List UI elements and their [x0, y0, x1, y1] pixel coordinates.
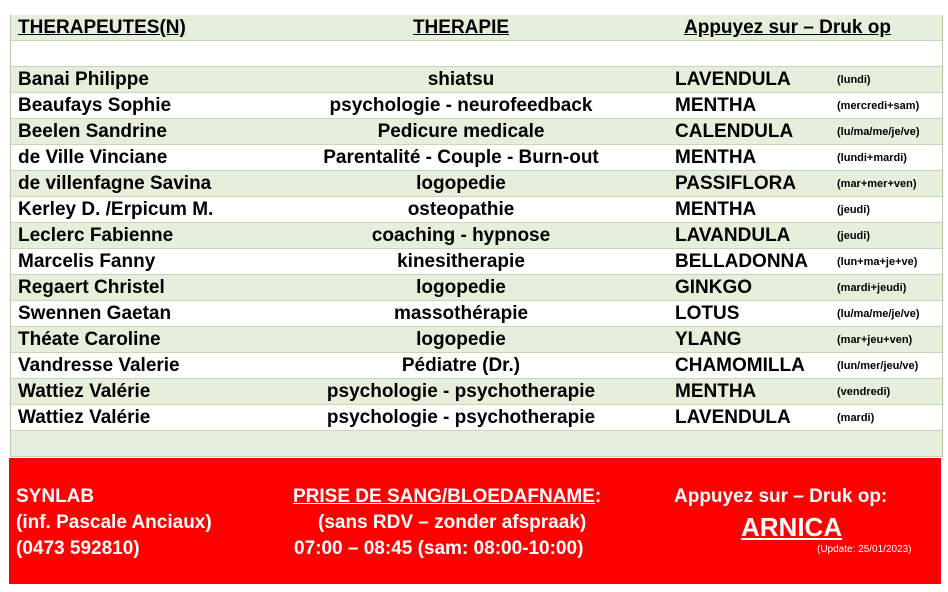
press-label: Appuyez sur – Druk op:	[674, 486, 888, 507]
table-row	[11, 223, 942, 249]
therapist-name: de Ville Vinciane	[18, 147, 168, 168]
therapy-name: Parentalité - Couple - Burn-out	[323, 147, 599, 168]
lab-name: SYNLAB	[16, 486, 95, 507]
lab-banner	[9, 458, 941, 584]
spacer-row	[11, 431, 942, 457]
days-note: (lun/mer/jeu/ve)	[837, 360, 919, 372]
days-note: (vendredi)	[837, 386, 891, 398]
table-row	[11, 301, 942, 327]
table-row	[11, 249, 942, 275]
table-row	[11, 119, 942, 145]
days-note: (mercredi+sam)	[837, 100, 920, 112]
days-note: (mar+jeu+ven)	[837, 334, 913, 346]
days-note: (jeudi)	[837, 204, 870, 216]
lab-contact: (inf. Pascale Anciaux)	[16, 512, 212, 533]
blood-title	[293, 484, 601, 510]
days-note: (lundi)	[837, 74, 871, 86]
table-body	[11, 67, 942, 431]
therapist-name: Wattiez Valérie	[18, 381, 151, 402]
therapist-table	[10, 15, 943, 457]
therapist-name: Vandresse Valerie	[18, 355, 180, 376]
room-name: YLANG	[675, 329, 742, 350]
therapy-name: kinesitherapie	[397, 251, 525, 272]
press-room: ARNICA	[741, 512, 843, 542]
room-name: PASSIFLORA	[675, 173, 797, 194]
table-row	[11, 171, 942, 197]
table-row	[11, 327, 942, 353]
room-name: MENTHA	[675, 147, 757, 168]
therapy-name: psychologie - psychotherapie	[326, 381, 596, 402]
room-name: LAVANDULA	[675, 225, 791, 246]
therapy-name: logopedie	[416, 277, 506, 298]
therapist-name: Regaert Christel	[18, 277, 165, 298]
therapy-name: shiatsu	[427, 69, 495, 90]
spacer-row	[11, 41, 942, 67]
days-note: (mardi)	[837, 412, 875, 424]
room-name: MENTHA	[675, 95, 757, 116]
table-row	[11, 93, 942, 119]
table-header	[11, 15, 942, 41]
therapy-name: psychologie - neurofeedback	[329, 95, 593, 116]
therapist-name: de villenfagne Savina	[18, 173, 212, 194]
therapy-name: Pedicure medicale	[377, 121, 545, 142]
header-therapist: THERAPEUTES(N)	[18, 17, 186, 38]
table-row	[11, 145, 942, 171]
days-note: (lu/ma/me/je/ve)	[837, 126, 920, 138]
table-row	[11, 275, 942, 301]
blood-title-colon: :	[594, 486, 602, 507]
room-name: LAVENDULA	[675, 407, 791, 428]
lab-phone: (0473 592810)	[16, 538, 140, 559]
therapy-name: osteopathie	[407, 199, 515, 220]
therapist-name: Marcelis Fanny	[18, 251, 156, 272]
table-row	[11, 67, 942, 93]
table-row	[11, 353, 942, 379]
blood-title-text: PRISE DE SANG/BLOEDAFNAME	[293, 486, 595, 507]
days-note: (lu/ma/me/je/ve)	[837, 308, 920, 320]
days-note: (mardi+jeudi)	[837, 282, 907, 294]
days-note: (lun+ma+je+ve)	[837, 256, 918, 268]
therapy-name: psychologie - psychotherapie	[326, 407, 596, 428]
days-note: (jeudi)	[837, 230, 870, 242]
header-press: Appuyez sur – Druk op	[684, 17, 891, 38]
therapist-name: Beelen Sandrine	[18, 121, 167, 142]
table-row	[11, 405, 942, 431]
therapist-name: Swennen Gaetan	[18, 303, 172, 324]
header-therapy: THERAPIE	[412, 17, 510, 38]
therapy-name: massothérapie	[393, 303, 529, 324]
therapist-name: Beaufays Sophie	[18, 95, 172, 116]
blood-hours: 07:00 – 08:45 (sam: 08:00-10:00)	[294, 538, 584, 559]
room-name: MENTHA	[675, 381, 757, 402]
table-row	[11, 379, 942, 405]
therapy-name: Pédiatre (Dr.)	[401, 355, 521, 376]
therapist-name: Leclerc Fabienne	[18, 225, 174, 246]
table-row	[11, 197, 942, 223]
room-name: CHAMOMILLA	[675, 355, 805, 376]
days-note: (mar+mer+ven)	[837, 178, 917, 190]
room-name: LOTUS	[675, 303, 740, 324]
therapist-name: Théate Caroline	[18, 329, 161, 350]
therapy-name: logopedie	[416, 173, 506, 194]
room-name: GINKGO	[675, 277, 753, 298]
therapy-name: coaching - hypnose	[371, 225, 551, 246]
update-date: (Update: 25/01/2023)	[817, 544, 912, 555]
room-name: CALENDULA	[675, 121, 794, 142]
therapist-name: Wattiez Valérie	[18, 407, 151, 428]
room-name: MENTHA	[675, 199, 757, 220]
therapy-name: logopedie	[416, 329, 506, 350]
room-name: LAVENDULA	[675, 69, 791, 90]
blood-note: (sans RDV – zonder afspraak)	[318, 512, 587, 533]
days-note: (lundi+mardi)	[837, 152, 907, 164]
therapist-name: Kerley D. /Erpicum M.	[18, 199, 214, 220]
room-name: BELLADONNA	[675, 251, 808, 272]
therapist-name: Banai Philippe	[18, 69, 149, 90]
